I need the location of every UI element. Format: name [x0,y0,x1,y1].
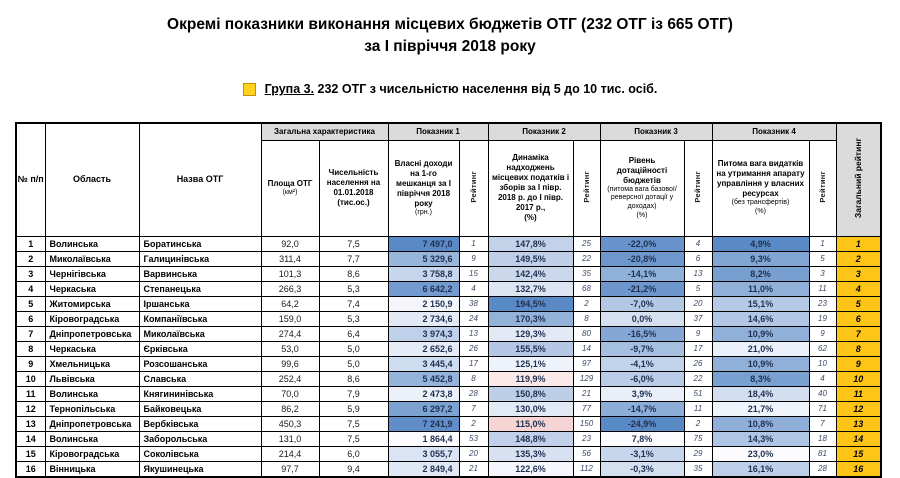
population-cell: 5,9 [319,401,388,416]
rating4-cell: 81 [809,446,836,461]
population-cell: 7,5 [319,416,388,431]
oblast-cell: Тернопільська [45,401,139,416]
own-income-cell: 6 297,2 [388,401,459,416]
dotation-cell: -14,1% [600,266,684,281]
rating4-cell: 71 [809,401,836,416]
otg-name-cell: Миколаївська [139,326,261,341]
area-cell: 131,0 [261,431,319,446]
dotation-cell: -4,1% [600,356,684,371]
area-cell: 97,7 [261,461,319,477]
oblast-cell: Дніпропетровська [45,326,139,341]
population-cell: 8,6 [319,371,388,386]
total-rating-cell: 5 [836,296,881,311]
otg-name-cell: Якушинецька [139,461,261,477]
oblast-cell: Вінницька [45,461,139,477]
dotation-cell: 0,0% [600,311,684,326]
rating2-cell: 8 [573,311,600,326]
row-number-cell: 1 [16,236,45,251]
rating1-cell: 26 [459,341,488,356]
rating2-cell: 22 [573,251,600,266]
col-header-rating2: Рейтинг [573,140,600,236]
dotation-cell: -16,5% [600,326,684,341]
col-header-dotation: Рівень дотаційності бюджетів (питома вага базової/ реверсної дотації у доходах) (%) [600,140,684,236]
area-cell: 159,0 [261,311,319,326]
rating2-cell: 23 [573,431,600,446]
row-number-cell: 5 [16,296,45,311]
dynamics-cell: 119,9% [488,371,573,386]
oblast-cell: Черкаська [45,281,139,296]
otg-name-cell: Варвинська [139,266,261,281]
rating3-cell: 2 [684,416,712,431]
rating1-cell: 13 [459,326,488,341]
col-header-num: № п/п [16,123,45,236]
table-row [16,251,881,266]
row-number-cell: 14 [16,431,45,446]
oblast-cell: Житомирська [45,296,139,311]
total-rating-cell: 6 [836,311,881,326]
apparat-cell: 10,9% [712,326,809,341]
apparat-cell: 14,3% [712,431,809,446]
total-rating-cell: 10 [836,371,881,386]
col-header-rating1: Рейтинг [459,140,488,236]
col-header-otg: Назва ОТГ [139,123,261,236]
rating1-cell: 1 [459,236,488,251]
dynamics-cell: 132,7% [488,281,573,296]
otg-name-cell: Іршанська [139,296,261,311]
rating2-cell: 97 [573,356,600,371]
dotation-cell: 3,9% [600,386,684,401]
total-rating-cell: 11 [836,386,881,401]
oblast-cell: Волинська [45,236,139,251]
own-income-cell: 6 642,2 [388,281,459,296]
row-number-cell: 6 [16,311,45,326]
page-title [0,14,900,59]
otg-indicators-table [15,122,882,478]
population-cell: 5,3 [319,281,388,296]
apparat-cell: 10,9% [712,356,809,371]
population-cell: 7,4 [319,296,388,311]
col-header-population: Чисельність населення на 01.01.2018 (тис.ос.) [319,140,388,236]
rating2-cell: 129 [573,371,600,386]
total-rating-cell: 3 [836,266,881,281]
area-cell: 86,2 [261,401,319,416]
otg-name-cell: Княгининівська [139,386,261,401]
rating2-cell: 14 [573,341,600,356]
rating1-cell: 24 [459,311,488,326]
population-cell: 5,0 [319,341,388,356]
dotation-cell: -22,0% [600,236,684,251]
rating3-cell: 4 [684,236,712,251]
col-header-dynamics: Динаміка надходжень місцевих податків і зборів за І півр. 2018 р. до І півр. 2017 р., (%) [488,140,573,236]
rating2-cell: 35 [573,266,600,281]
row-number-cell: 13 [16,416,45,431]
group-header-ind4: Показник 4 [712,123,836,140]
otg-name-cell: Єрківська [139,341,261,356]
dynamics-cell: 115,0% [488,416,573,431]
oblast-cell: Черкаська [45,341,139,356]
total-rating-cell: 8 [836,341,881,356]
area-cell: 101,3 [261,266,319,281]
rating1-cell: 20 [459,446,488,461]
col-header-own-income: Власні доходи на 1-го мешканця за І півріччя 2018 року (грн.) [388,140,459,236]
col-header-rating3: Рейтинг [684,140,712,236]
oblast-cell: Кіровоградська [45,311,139,326]
col-header-oblast: Область [45,123,139,236]
total-rating-cell: 4 [836,281,881,296]
dotation-cell: 7,8% [600,431,684,446]
dynamics-cell: 149,5% [488,251,573,266]
rating3-cell: 37 [684,311,712,326]
population-cell: 7,5 [319,431,388,446]
area-cell: 92,0 [261,236,319,251]
group-header-ind1: Показник 1 [388,123,488,140]
area-cell: 214,4 [261,446,319,461]
page-title-line1: Окремі показники виконання місцевих бюджетів ОТГ (232 ОТГ із 665 ОТГ) [167,16,733,33]
otg-name-cell: Степанецька [139,281,261,296]
group-header-general: Загальна характеристика [261,123,388,140]
dynamics-cell: 194,5% [488,296,573,311]
col-header-total-rating: Загальний рейтинг [836,123,881,236]
rating3-cell: 26 [684,356,712,371]
rating3-cell: 29 [684,446,712,461]
dynamics-cell: 170,3% [488,311,573,326]
total-rating-cell: 16 [836,461,881,477]
row-number-cell: 3 [16,266,45,281]
own-income-cell: 2 473,8 [388,386,459,401]
apparat-cell: 16,1% [712,461,809,477]
table-row [16,311,881,326]
dynamics-cell: 125,1% [488,356,573,371]
own-income-cell: 3 445,4 [388,356,459,371]
rating4-cell: 3 [809,266,836,281]
dotation-cell: -14,7% [600,401,684,416]
yellow-square-icon [243,83,256,96]
oblast-cell: Хмельницька [45,356,139,371]
area-cell: 311,4 [261,251,319,266]
group-subtitle [0,82,900,96]
dynamics-cell: 130,0% [488,401,573,416]
otg-name-cell: Байковецька [139,401,261,416]
row-number-cell: 2 [16,251,45,266]
oblast-cell: Львівська [45,371,139,386]
own-income-cell: 3 758,8 [388,266,459,281]
rating4-cell: 1 [809,236,836,251]
table-row [16,326,881,341]
rating3-cell: 17 [684,341,712,356]
total-rating-cell: 14 [836,431,881,446]
rating3-cell: 20 [684,296,712,311]
area-cell: 53,0 [261,341,319,356]
rating4-cell: 11 [809,281,836,296]
own-income-cell: 3 974,3 [388,326,459,341]
table-row [16,461,881,477]
apparat-cell: 8,3% [712,371,809,386]
apparat-cell: 15,1% [712,296,809,311]
rating4-cell: 9 [809,326,836,341]
rating4-cell: 23 [809,296,836,311]
apparat-cell: 11,0% [712,281,809,296]
otg-name-cell: Вербківська [139,416,261,431]
own-income-cell: 2 652,6 [388,341,459,356]
dynamics-cell: 155,5% [488,341,573,356]
apparat-cell: 4,9% [712,236,809,251]
area-cell: 64,2 [261,296,319,311]
own-income-cell: 2 150,9 [388,296,459,311]
rating4-cell: 7 [809,416,836,431]
population-cell: 5,3 [319,311,388,326]
otg-name-cell: Соколівська [139,446,261,461]
rating1-cell: 15 [459,266,488,281]
rating3-cell: 75 [684,431,712,446]
dotation-cell: -21,2% [600,281,684,296]
rating4-cell: 40 [809,386,836,401]
rating3-cell: 22 [684,371,712,386]
oblast-cell: Чернігівська [45,266,139,281]
rating3-cell: 5 [684,281,712,296]
dotation-cell: -0,3% [600,461,684,477]
dotation-cell: -20,8% [600,251,684,266]
rating4-cell: 62 [809,341,836,356]
dotation-cell: -24,9% [600,416,684,431]
rating2-cell: 112 [573,461,600,477]
rating1-cell: 53 [459,431,488,446]
rating1-cell: 17 [459,356,488,371]
rating2-cell: 150 [573,416,600,431]
table-row [16,431,881,446]
row-number-cell: 12 [16,401,45,416]
population-cell: 9,4 [319,461,388,477]
table-row [16,296,881,311]
oblast-cell: Волинська [45,386,139,401]
group-text: 232 ОТГ з чисельністю населення від 5 до 10 тис. осіб. [317,82,658,96]
own-income-cell: 2 734,6 [388,311,459,326]
group-header-ind2: Показник 2 [488,123,600,140]
rating3-cell: 6 [684,251,712,266]
population-cell: 5,0 [319,356,388,371]
own-income-cell: 1 864,4 [388,431,459,446]
table-row [16,401,881,416]
table-row [16,371,881,386]
table-row [16,341,881,356]
table-row [16,416,881,431]
col-header-apparat: Питома вага видатків на утримання апарату управління у власних ресурсах (без трансфертів) (%) [712,140,809,236]
population-cell: 7,7 [319,251,388,266]
area-cell: 274,4 [261,326,319,341]
oblast-cell: Кіровоградська [45,446,139,461]
dynamics-cell: 135,3% [488,446,573,461]
dotation-cell: -9,7% [600,341,684,356]
col-header-rating4: Рейтинг [809,140,836,236]
own-income-cell: 2 849,4 [388,461,459,477]
oblast-cell: Волинська [45,431,139,446]
dotation-cell: -7,0% [600,296,684,311]
table-row [16,281,881,296]
apparat-cell: 21,7% [712,401,809,416]
otg-name-cell: Компаніївська [139,311,261,326]
rating3-cell: 11 [684,401,712,416]
dynamics-cell: 148,8% [488,431,573,446]
dotation-cell: -3,1% [600,446,684,461]
apparat-cell: 23,0% [712,446,809,461]
own-income-cell: 3 055,7 [388,446,459,461]
rating4-cell: 28 [809,461,836,477]
table-row [16,446,881,461]
rating4-cell: 10 [809,356,836,371]
area-cell: 266,3 [261,281,319,296]
row-number-cell: 9 [16,356,45,371]
total-rating-cell: 7 [836,326,881,341]
table-row [16,236,881,251]
table-row [16,386,881,401]
dynamics-cell: 142,4% [488,266,573,281]
rating1-cell: 28 [459,386,488,401]
group-label: Група 3. [264,82,315,96]
area-cell: 450,3 [261,416,319,431]
area-cell: 252,4 [261,371,319,386]
rating2-cell: 68 [573,281,600,296]
dynamics-cell: 122,6% [488,461,573,477]
rating3-cell: 51 [684,386,712,401]
otg-name-cell: Галицинівська [139,251,261,266]
dynamics-cell: 150,8% [488,386,573,401]
dotation-cell: -6,0% [600,371,684,386]
population-cell: 6,0 [319,446,388,461]
own-income-cell: 5 329,6 [388,251,459,266]
row-number-cell: 15 [16,446,45,461]
rating2-cell: 77 [573,401,600,416]
row-number-cell: 16 [16,461,45,477]
rating3-cell: 35 [684,461,712,477]
population-cell: 6,4 [319,326,388,341]
rating2-cell: 2 [573,296,600,311]
row-number-cell: 11 [16,386,45,401]
rating3-cell: 9 [684,326,712,341]
rating1-cell: 8 [459,371,488,386]
total-rating-cell: 2 [836,251,881,266]
group-header-ind3: Показник 3 [600,123,712,140]
rating1-cell: 2 [459,416,488,431]
rating1-cell: 21 [459,461,488,477]
own-income-cell: 5 452,8 [388,371,459,386]
dynamics-cell: 129,3% [488,326,573,341]
rating1-cell: 38 [459,296,488,311]
row-number-cell: 7 [16,326,45,341]
apparat-cell: 21,0% [712,341,809,356]
otg-name-cell: Боратинська [139,236,261,251]
rating4-cell: 19 [809,311,836,326]
page-title-line2: за І півріччя 2018 року [364,38,536,56]
total-rating-cell: 13 [836,416,881,431]
rating4-cell: 4 [809,371,836,386]
rating4-cell: 5 [809,251,836,266]
rating1-cell: 4 [459,281,488,296]
oblast-cell: Миколаївська [45,251,139,266]
area-cell: 99,6 [261,356,319,371]
rating1-cell: 9 [459,251,488,266]
rating1-cell: 7 [459,401,488,416]
total-rating-cell: 1 [836,236,881,251]
row-number-cell: 10 [16,371,45,386]
oblast-cell: Дніпропетровська [45,416,139,431]
otg-name-cell: Славська [139,371,261,386]
apparat-cell: 18,4% [712,386,809,401]
total-rating-cell: 12 [836,401,881,416]
total-rating-cell: 9 [836,356,881,371]
table-row [16,266,881,281]
rating4-cell: 18 [809,431,836,446]
own-income-cell: 7 497,0 [388,236,459,251]
table-body [16,236,881,477]
col-header-area: Площа ОТГ (км²) [261,140,319,236]
population-cell: 8,6 [319,266,388,281]
rating2-cell: 25 [573,236,600,251]
own-income-cell: 7 241,9 [388,416,459,431]
apparat-cell: 9,3% [712,251,809,266]
total-rating-cell: 15 [836,446,881,461]
otg-name-cell: Розсошанська [139,356,261,371]
otg-name-cell: Заборольська [139,431,261,446]
rating2-cell: 21 [573,386,600,401]
rating2-cell: 56 [573,446,600,461]
apparat-cell: 8,2% [712,266,809,281]
apparat-cell: 10,8% [712,416,809,431]
dynamics-cell: 147,8% [488,236,573,251]
rating3-cell: 13 [684,266,712,281]
row-number-cell: 8 [16,341,45,356]
table-row [16,356,881,371]
apparat-cell: 14,6% [712,311,809,326]
population-cell: 7,9 [319,386,388,401]
row-number-cell: 4 [16,281,45,296]
population-cell: 7,5 [319,236,388,251]
area-cell: 70,0 [261,386,319,401]
rating2-cell: 80 [573,326,600,341]
